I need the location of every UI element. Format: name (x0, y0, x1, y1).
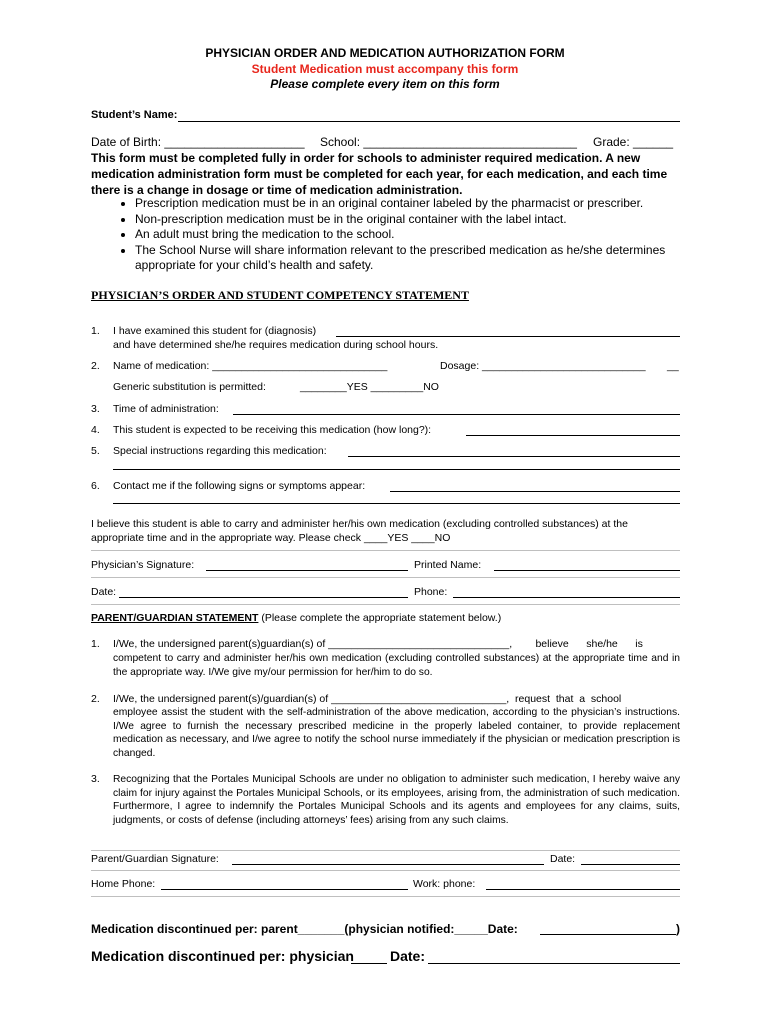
work-phone-label: Work: phone: (413, 878, 476, 890)
dob-label: Date of Birth: _____________________ (91, 135, 305, 149)
generic-substitution-options[interactable]: ________YES _________NO (300, 381, 439, 393)
divider (91, 604, 680, 605)
symptoms-field[interactable] (390, 491, 680, 492)
divider (91, 850, 680, 851)
item-number: 2. (91, 360, 100, 372)
discontinued-physician-line: Medication discontinued per: physician (91, 948, 354, 964)
home-phone-field[interactable] (161, 889, 408, 890)
special-instructions-field[interactable] (348, 456, 680, 457)
item-number: 1. (91, 638, 100, 650)
form-title: PHYSICIAN ORDER AND MEDICATION AUTHORIZATION FORM (205, 46, 565, 60)
medication-name-label: Name of medication: ______________________________ (113, 360, 388, 372)
item-number: 1. (91, 325, 100, 337)
symptoms-field-2[interactable] (113, 503, 680, 504)
physician-signature-label: Physician’s Signature: (91, 559, 195, 571)
student-name-field[interactable] (178, 121, 680, 122)
divider (91, 577, 680, 578)
parent-statement-1-text: competent to carry and administer her/his own medication (excluding controlled substances) at the appropriate time and in the appropriate way. I/We give my/our permission for her/him to do so. (113, 653, 680, 678)
requirements-list (113, 196, 695, 274)
printed-name-field[interactable] (494, 570, 680, 571)
form-subtitle-italic: Please complete every item on this form (270, 77, 500, 91)
parent-signature-field[interactable] (232, 864, 544, 865)
parent-statement-2-text: employee assist the student with the self-administration of the above medication, according to the physician’s instructions. I/We agree to furnish the necessary prescribed medicine in the properly labeled container, to provide replacement medication as necessary, and I/we agree to notify the school nurse immediately if the physician or medication prescription is changed. (113, 707, 680, 759)
competency-statement-line2: appropriate time and in the appropriate way. Please check ____YES ____NO (91, 532, 451, 544)
parent-statement-3-text: Recognizing that the Portales Municipal Schools are under no obligation to administer such medication, I hereby waive any claim for injury against the Portales Municipal Schools, or its employees, arising from, the administration of such medication. Furthermore, I agree to indemnify the Portales Municipal Schools and its agents and employees for any claims, suits, judgments, or costs of defense (including attorneys’ fees) arising from any such claims. (113, 774, 680, 826)
printed-name-label: Printed Name: (414, 559, 482, 571)
parent-section-title: PARENT/GUARDIAN STATEMENT (91, 612, 259, 624)
school-label: School: ________________________________ (320, 135, 577, 149)
dosage-end: __ (667, 360, 679, 372)
student-name-label: Student’s Name: (91, 109, 178, 121)
discontinued-physician-field[interactable] (351, 963, 387, 964)
form-subtitle-red: Student Medication must accompany this form (251, 62, 519, 76)
discontinued-parent-end: ) (676, 922, 680, 936)
diagnosis-label: I have examined this student for (diagnosis) (113, 325, 317, 337)
parent-section-note: (Please complete the appropriate statement below.) (258, 612, 502, 624)
intro-paragraph: This form must be completed fully in order for schools to administer required medication. A new medication administration form must be completed for each year, for each medication, and each time there is a change in dosage or time of medication administration. (91, 151, 668, 197)
list-item: • Non-prescription medication must be in the original container with the label intact. (135, 212, 695, 228)
divider (91, 896, 680, 897)
dosage-label: Dosage: ____________________________ (440, 360, 646, 372)
special-instructions-field-2[interactable] (113, 469, 680, 470)
list-item: • The School Nurse will share information relevant to the prescribed medication as he/she determines appropriate for your child’s health and safety. (135, 243, 695, 274)
item-number: 3. (91, 773, 100, 785)
item-number: 6. (91, 480, 100, 492)
parent-date-field[interactable] (581, 864, 680, 865)
item-number: 3. (91, 403, 100, 415)
physician-date-field[interactable] (119, 597, 408, 598)
symptoms-label: Contact me if the following signs or symptoms appear: (113, 480, 366, 492)
physician-date-label: Date: (91, 586, 117, 598)
diagnosis-note: and have determined she/he requires medication during school hours. (113, 339, 439, 351)
parent-date-label: Date: (550, 853, 576, 865)
grade-label: Grade: ______ (593, 135, 674, 149)
administration-time-label: Time of administration: (113, 403, 219, 415)
discontinued-parent-date-field[interactable] (540, 934, 676, 935)
diagnosis-field[interactable] (336, 336, 680, 337)
divider (91, 870, 680, 871)
physician-phone-label: Phone: (414, 586, 448, 598)
parent-signature-label: Parent/Guardian Signature: (91, 853, 219, 865)
administration-time-field[interactable] (233, 414, 680, 415)
item-number: 2. (91, 693, 100, 705)
competency-statement-line1: I believe this student is able to carry and administer her/his own medication (excluding controlled substances) at the (91, 518, 628, 530)
duration-label: This student is expected to be receiving this medication (how long?): (113, 424, 432, 436)
list-item: • Prescription medication must be in an original container labeled by the pharmacist or prescriber. (135, 196, 695, 212)
item-number: 5. (91, 445, 100, 457)
work-phone-field[interactable] (486, 889, 680, 890)
parent-section-heading (91, 612, 501, 624)
discontinued-parent-line: Medication discontinued per: parent_______(physician notified:_____Date: (91, 922, 518, 936)
home-phone-label: Home Phone: (91, 878, 156, 890)
list-item: • An adult must bring the medication to the school. (135, 227, 695, 243)
divider (91, 550, 680, 551)
physician-phone-field[interactable] (453, 597, 680, 598)
parent-statement-1-line1: I/We, the undersigned parent(s)guardian(s) of _______________________________, believe she/he is (113, 638, 643, 650)
physician-section-heading: PHYSICIAN’S ORDER AND STUDENT COMPETENCY STATEMENT (91, 288, 469, 302)
special-instructions-label: Special instructions regarding this medication: (113, 445, 327, 457)
physician-signature-field[interactable] (206, 570, 408, 571)
discontinued-physician-date-label: Date: (390, 948, 426, 964)
duration-field[interactable] (466, 435, 680, 436)
discontinued-physician-date-field[interactable] (428, 963, 680, 964)
generic-substitution-label: Generic substitution is permitted: (113, 381, 266, 393)
parent-statement-2-line1: I/We, the undersigned parent(s)/guardian(s) of ______________________________, request that a school (113, 693, 622, 705)
item-number: 4. (91, 424, 100, 436)
